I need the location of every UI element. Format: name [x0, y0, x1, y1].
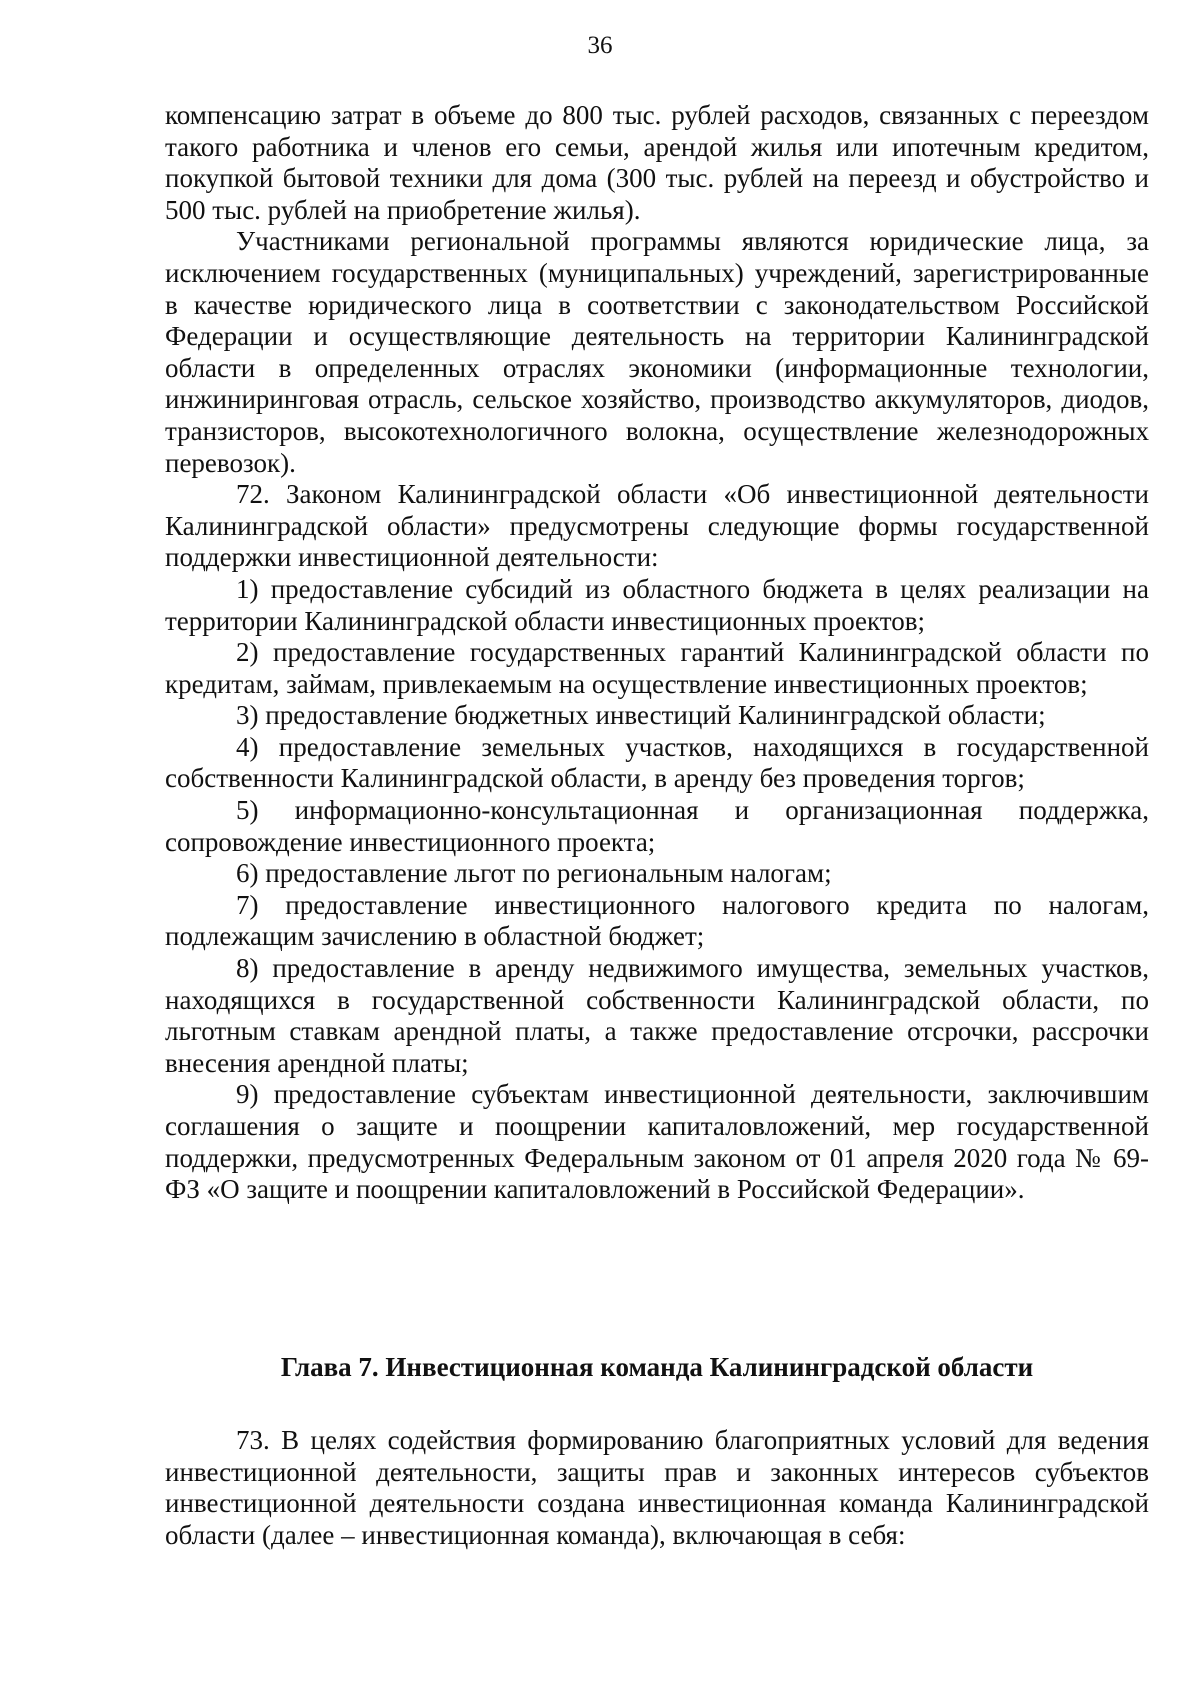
list-item-5: 5) информационно-консультационная и организационная поддержка, сопровождение инвестиционного проекта;	[165, 795, 1149, 857]
list-item-4: 4) предоставление земельных участков, находящихся в государственной собственности Калининградской области, в аренду без проведения торгов;	[165, 731, 1149, 794]
list-item-9: 9) предоставление субъектам инвестиционной деятельности, заключившим соглашения о защите и поощрении капиталовложений, мер государственной поддержки, предусмотренных Федеральным законом от 01 апреля 2020 года № 69-ФЗ «О защите и поощрении капиталовложений в Российской Федерации».	[165, 1079, 1149, 1205]
list-item-8: 8) предоставление в аренду недвижимого имущества, земельных участков, находящихся в государственной собственности Калининградской области, по льготным ставкам арендной платы, а также предоставление отсрочки, рассрочки внесения арендной платы;	[165, 953, 1149, 1078]
page-number: 36	[587, 32, 613, 59]
list-item-7: 7) предоставление инвестиционного налогового кредита по налогам, подлежащим зачислению в областной бюджет;	[165, 889, 1149, 952]
paragraph-continuation: компенсацию затрат в объеме до 800 тыс. рублей расходов, связанных с переездом такого работника и членов его семьи, арендой жилья или ипотечным кредитом, покупкой бытовой техники для дома (300 тыс. рублей на переезд и обустройство и 500 тыс. рублей на приобретение жилья).	[165, 100, 1149, 225]
list-item-2: 2) предоставление государственных гарантий Калининградской области по кредитам, займам, привлекаемым на осуществление инвестиционных проектов;	[165, 637, 1149, 699]
body-text-top	[165, 100, 1149, 1206]
body-text-bottom	[165, 1425, 1149, 1551]
chapter-heading: Глава 7. Инвестиционная команда Калининградской области	[280, 1352, 1034, 1382]
list-item-1: 1) предоставление субсидий из областного бюджета в целях реализации на территории Калининградской области инвестиционных проектов;	[165, 573, 1149, 636]
paragraph-72: 72. Законом Калининградской области «Об инвестиционной деятельности Калининградской области» предусмотрены следующие формы государственной поддержки инвестиционной деятельности:	[165, 479, 1149, 573]
list-item-3: 3) предоставление бюджетных инвестиций Калининградской области;	[236, 700, 1046, 731]
list-item-6: 6) предоставление льгот по региональным налогам;	[236, 858, 832, 889]
paragraph-73: 73. В целях содействия формированию благоприятных условий для ведения инвестиционной деятельности, защиты прав и законных интересов субъектов инвестиционной деятельности создана инвестиционная команда Калининградской области (далее – инвестиционная команда), включающая в себя:	[165, 1425, 1149, 1550]
paragraph-program-participants: Участниками региональной программы являются юридические лица, за исключением государственных (муниципальных) учреждений, зарегистрированные в качестве юридического лица в соответствии с законодательством Российской Федерации и осуществляющие деятельность на территории Калининградской области в определенных отраслях экономики (информационные технологии, инжиниринговая отрасль, сельское хозяйство, производство аккумуляторов, диодов, транзисторов, высокотехнологичного волокна, осуществление железнодорожных перевозок).	[165, 226, 1149, 478]
